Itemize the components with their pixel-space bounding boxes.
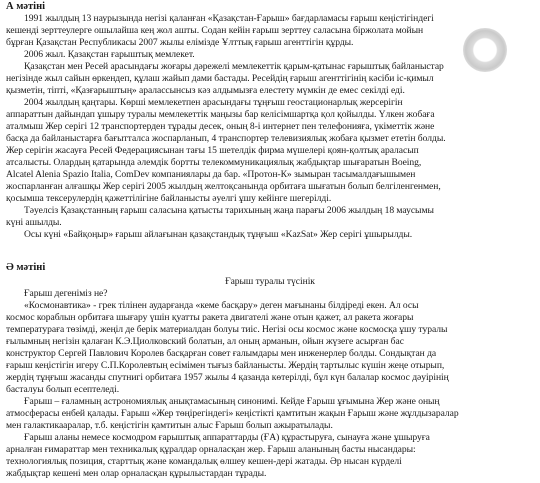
section-a-line: Қазақстан мен Ресей арасындағы жоғары дәрежелі мемлекеттік қарым-қатынас ғарыштық байланыстар — [24, 61, 444, 72]
section-b-line: Ғарыш дегеніміз не? — [24, 288, 108, 299]
section-a-line: жоспарланған алғашқы Жер серігі 2005 жылдың желтоқсанында орбитаға шығатын болып белгіленгенмен, — [6, 181, 441, 192]
section-b-line: ғылымның негізін қалаған К.Э.Циолковский болатын, ал оның арманын, ойын жүзеге асырған бас — [6, 336, 404, 347]
section-b-line: жердің тұңғыш жасанды спутнигі орбитаға 1957 жылы 4 қазанда көтерілді, бұл күн балалар космос дәуірінің — [6, 372, 449, 383]
section-a-line: 2004 жылдың қаңтары. Көрші мемлекетпен арасындағы тұңғыш геостационарлық жерсерігін — [24, 97, 403, 108]
section-a-line: Жер серігін жасауға Ресей Федерациясынан тағы 15 шетелдік фирма мүшелері қоян-қолтық араласып — [6, 145, 419, 156]
scan-artifact-circle — [463, 28, 507, 72]
section-b-line: технологиялық позиция, старттық және командалық өлшеу кешен-дері жатады. Әр нысан күрделі — [6, 456, 402, 467]
section-b-line: мен галактикааралар, т.б. кеңістігін қамтитын алыс Ғарыш болып ажыратылады. — [6, 420, 333, 431]
section-a-line: қосымша тексерулердің қажеттілігіне байланысты әуелгі ұшу кейінге шегерілді. — [6, 193, 332, 204]
section-b-line: жабдықтар кешені мен олар орналасқан құрылыстардан тұрады. — [6, 468, 267, 479]
section-a-line: қызметін, тіпті, «Қазғарыштың» аралассынсыз кәз алдымызға елестету мүмкін де емес секілді еді. — [6, 85, 405, 96]
section-b-heading: Ә мәтіні — [6, 262, 46, 273]
section-a-line: бұрған Қазақстан Республикасы 2007 жылы елімізде Ұлттық ғарыш агенттігін құрды. — [6, 37, 354, 48]
section-a-heading: А мәтіні — [6, 1, 46, 12]
section-a-line: негізінде жыл сайын өркендеп, құлаш жайып дами бастады. Ресейдің ғарыш агенттігінің кәсіби іс-қимыл — [6, 73, 434, 84]
section-b-line: Ғарыш аланы немесе космодром ғарыштық аппараттарды (ҒА) құрастыруға, сынауға және ұшыруға — [24, 432, 430, 443]
section-b-line: конструктор Сергей Павлович Королев басқарған совет ғалымдары мен инженерлер болды. Сондықтан да — [6, 348, 437, 359]
section-a-line: Alcatel Alenia Spazio Italia, ComDev компаниялары да бар. «Протон-К» зымыран тасымалдағышымен — [6, 169, 416, 180]
section-a-line: кешенді зерттеулерге ошылайша кең жол ашты. Содан кейін ғарыш зерттеу саласына біржолата мойын — [6, 25, 424, 36]
section-b-line: Ғарыш – ғаламның астрономиялық анықтамасының синонимі. Кейде Ғарыш ұғымына Жер және оның — [24, 396, 440, 407]
section-a-line: басқа да байланыстарға бағытталса жоспарланып, 4 транспортер телевизиялық жобаға қызмет ететін болды. — [6, 133, 446, 144]
section-b-line: ғарыш кеңістігін игеру С.П.Королевтың есімімен тығыз байланысты. Жердің тартылыс күшін жеңе отырып, — [6, 360, 445, 371]
section-b-line: космос кораблын орбитаға шығару үшін қуатты ракета двигателі және отын қажет, ал ракета жоғары — [6, 312, 414, 323]
section-a-line: 2006 жыл. Қазақстан ғарыштық мемлекет. — [24, 49, 195, 60]
section-a-line: 1991 жылдың 13 наурызында негізі қаланған «Қазақстан-Ғарыш» бағдарламасы ғарыш кеңістігіндегі — [24, 13, 434, 24]
section-b-line: басталуы болып есептеледі. — [6, 384, 120, 395]
section-b-line: температураға төзімді, жеңіл де берік материалдан болуы тиіс. Негізі осы космос және космосқа ұшу туралы — [6, 324, 448, 335]
section-b-line: атмосферасы енбей қалады. Ғарыш «Жер төңірегіндегі» кеңістікті қамтитын жақын Ғарыш және жұлдызаралар — [6, 408, 459, 419]
section-a-line: Тәуелсіз Қазақстанның ғарыш саласына қатысты тарихының жаңа парағы 2006 жылдың 18 маусымы — [24, 205, 434, 216]
section-a-line: Осы күні «Байқоңыр» ғарыш айлағынан қазақстандық тұңғыш «KazSat» Жер серігі ұшырылды. — [24, 229, 413, 240]
section-a-line: күні ашылды. — [6, 217, 62, 228]
section-a-line: атсалысты. Олардың қатарында әлемдік бортты телекоммуникациялық жабдықтар шығаратын Boeing, — [6, 157, 422, 168]
section-a-line: аталмыш Жер серігі 12 транспортерден тұрады десек, оның 8-і интернет пен телефонияға, үкіметтік және — [6, 121, 435, 132]
section-b-title: Ғарыш туралы түсінік — [225, 276, 315, 287]
section-a-line: аппараттын дайындап ұшыру туралы мемлекеттік маңызы бар келісімшартқа қол қойылды. Үлкен жобаға — [6, 109, 435, 120]
section-b-line: «Космонавтика» - грек тілінен аударғанда «кеме басқару» деген мағынаны білдіреді екен. Ал осы — [24, 300, 419, 311]
section-b-line: арналған ғимараттар мен техникалық құралдар орналасқан жер. Ғарыш аланының басты нысандары: — [6, 444, 416, 455]
